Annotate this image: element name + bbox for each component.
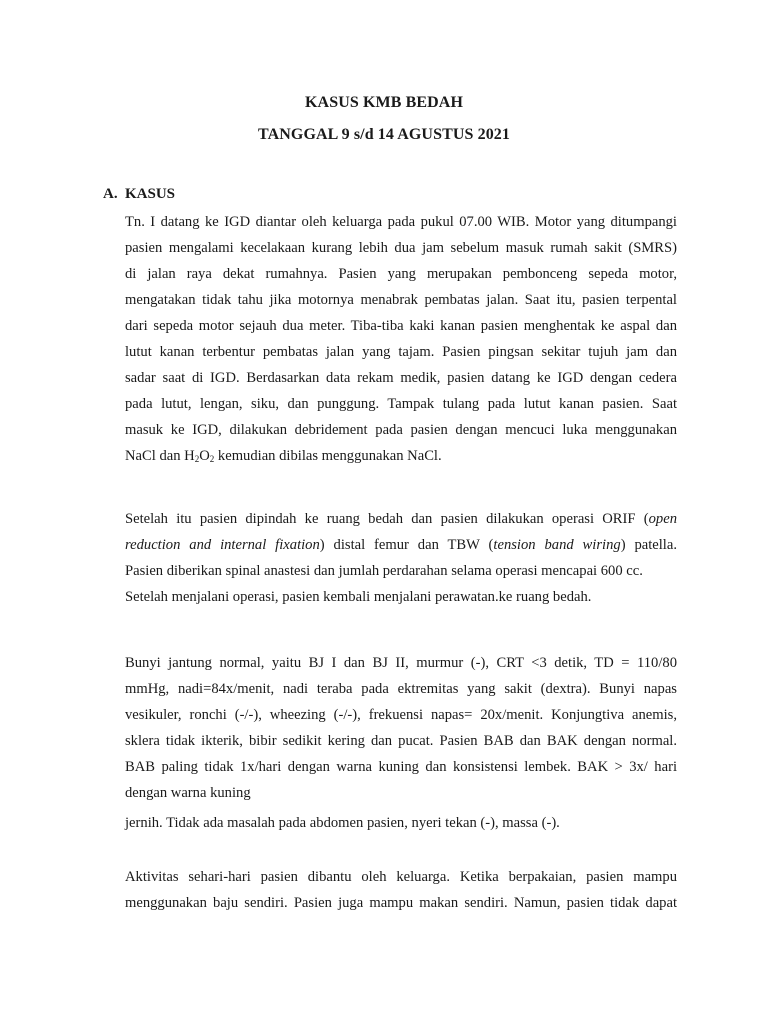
paragraph-line: dengan warna kuning xyxy=(125,785,251,801)
paragraph-line: masuk ke IGD, dilakukan debridement pada pasien dengan mencuci luka menggunakan xyxy=(125,422,677,438)
text-fragment: kemudian dibilas menggunakan NaCl. xyxy=(214,448,442,464)
italic-term: tension band wiring xyxy=(493,537,621,553)
paragraph-surgery xyxy=(125,506,677,610)
text-fragment: ) distal femur dan TBW ( xyxy=(319,537,494,553)
paragraph-line: mmHg, nadi=84x/menit, nadi teraba pada ektremitas yang sakit (dextra). Bunyi napas xyxy=(125,681,677,697)
section-title: KASUS xyxy=(125,186,176,202)
paragraph-line: mengatakan tidak tahu jika motornya menabrak pembatas jalan. Saat itu, pasien terpental xyxy=(125,292,677,308)
paragraph-examination xyxy=(125,650,677,806)
italic-term: open xyxy=(648,511,677,527)
paragraph-line: Aktivitas sehari-hari pasien dibantu oleh keluarga. Ketika berpakaian, pasien mampu xyxy=(125,869,677,885)
paragraph-line: Setelah menjalani operasi, pasien kembali menjalani perawatan.ke ruang bedah. xyxy=(125,589,592,605)
paragraph-line: di jalan raya dekat rumahnya. Pasien yang merupakan pembonceng sepeda motor, xyxy=(125,266,677,282)
italic-term: reduction and internal fixation xyxy=(125,537,320,553)
paragraph-line: jernih. Tidak ada masalah pada abdomen pasien, nyeri tekan (-), massa (-). xyxy=(125,815,560,831)
text-fragment: NaCl dan H xyxy=(125,448,195,464)
text-fragment: ) patella. xyxy=(620,537,677,553)
paragraph-line: vesikuler, ronchi (-/-), wheezing (-/-), frekuensi napas= 20x/menit. Konjungtiva anemis, xyxy=(125,707,677,723)
section-heading xyxy=(103,186,175,203)
paragraph-line: dari sepeda motor sejauh dua meter. Tiba-tiba kaki kanan pasien menghentak ke aspal dan xyxy=(125,318,677,334)
paragraph-line: Tn. I datang ke IGD diantar oleh keluarga pada pukul 07.00 WIB. Motor yang ditumpangi xyxy=(125,214,677,230)
section-number: A. xyxy=(103,186,118,202)
paragraph-line: pada lutut, lengan, siku, dan punggung. Tampak tulang pada lutut kanan pasien. Saat xyxy=(125,396,677,412)
subscript: 2 xyxy=(209,454,215,464)
paragraph-line: sadar saat di IGD. Berdasarkan data rekam medik, pasien datang ke IGD dengan cedera xyxy=(125,370,677,386)
paragraph-line: sklera tidak ikterik, bibir sedikit kering dan pucat. Pasien BAB dan BAK dengan normal. xyxy=(125,733,677,749)
paragraph-line: BAB paling tidak 1x/hari dengan warna kuning dan konsistensi lembek. BAK > 3x/ hari xyxy=(125,759,677,775)
text-fragment: O xyxy=(199,448,210,464)
paragraph-case-description xyxy=(125,209,677,469)
paragraph-line xyxy=(125,532,677,558)
subscript: 2 xyxy=(194,454,200,464)
paragraph-activities xyxy=(125,864,677,916)
paragraph-abdomen xyxy=(125,810,677,836)
paragraph-line: pasien mengalami kecelakaan kurang lebih dua jam sebelum masuk rumah sakit (SMRS) xyxy=(125,240,677,256)
document-title: KASUS KMB BEDAH xyxy=(305,94,463,111)
paragraph-line: Bunyi jantung normal, yaitu BJ I dan BJ II, murmur (-), CRT <3 detik, TD = 110/80 xyxy=(125,655,677,671)
document-subtitle: TANGGAL 9 s/d 14 AGUSTUS 2021 xyxy=(258,126,510,143)
text-fragment: Setelah itu pasien dipindah ke ruang bedah dan pasien dilakukan operasi ORIF ( xyxy=(125,511,649,527)
paragraph-line: Pasien diberikan spinal anastesi dan jumlah perdarahan selama operasi mencapai 600 cc. xyxy=(125,563,643,579)
paragraph-line: menggunakan baju sendiri. Pasien juga mampu makan sendiri. Namun, pasien tidak dapat xyxy=(125,895,677,911)
paragraph-line: lutut kanan terbentur pembatas jalan yang tajam. Pasien pingsan sekitar tujuh jam dan xyxy=(125,344,677,360)
paragraph-line xyxy=(125,506,677,532)
paragraph-line-last xyxy=(125,443,677,469)
